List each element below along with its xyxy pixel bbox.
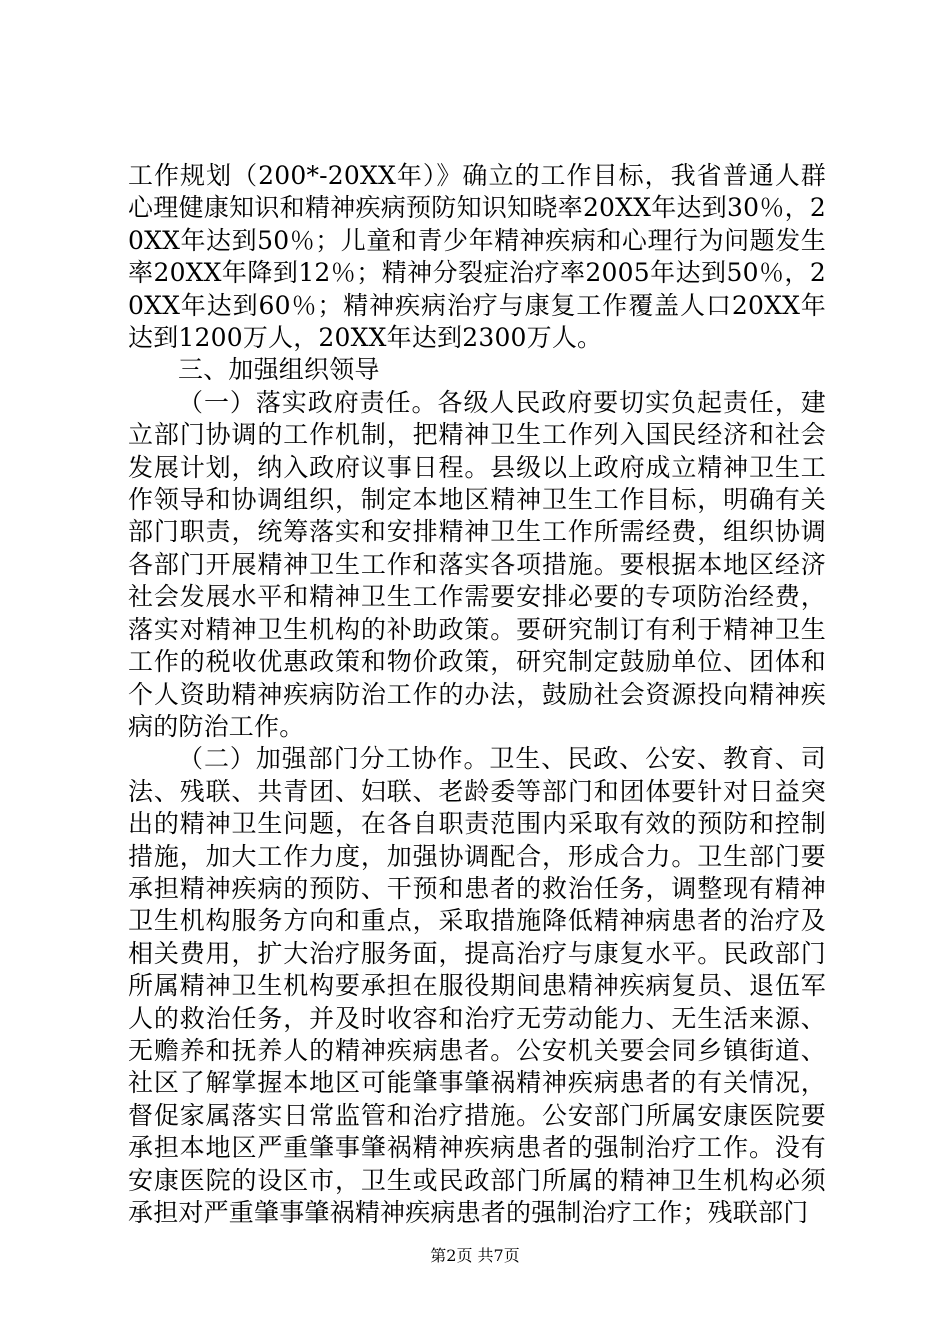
document-body (128, 160, 826, 1229)
paragraph-government-responsibility: （一）落实政府责任。各级人民政府要切实负起责任，建立部门协调的工作机制，把精神卫生工作列入国民经济和社会发展计划，纳入政府议事日程。县级以上政府成立精神卫生工作领导和协调组织，制定本地区精神卫生工作目标，明确有关部门职责，统筹落实和安排精神卫生工作所需经费，组织协调各部门开展精神卫生工作和落实各项措施。要根据本地区经济社会发展水平和精神卫生工作需要安排必要的专项防治经费，落实对精神卫生机构的补助政策。要研究制订有利于精神卫生工作的税收优惠政策和物价政策，研究制定鼓励单位、团体和个人资助精神疾病防治工作的办法，鼓励社会资源投向精神疾病的防治工作。 (128, 387, 826, 741)
paragraph-department-cooperation: （二）加强部门分工协作。卫生、民政、公安、教育、司法、残联、共青团、妇联、老龄委等部门和团体要针对日益突出的精神卫生问题，在各自职责范围内采取有效的预防和控制措施，加大工作力度，加强协调配合，形成合力。卫生部门要承担精神疾病的预防、干预和患者的救治任务，调整现有精神卫生机构服务方向和重点，采取措施降低精神病患者的治疗及相关费用，扩大治疗服务面，提高治疗与康复水平。民政部门所属精神卫生机构要承担在服役期间患精神疾病复员、退伍军人的救治任务，并及时收容和治疗无劳动能力、无生活来源、无赡养和抚养人的精神疾病患者。公安机关要会同乡镇街道、社区了解掌握本地区可能肇事肇祸精神疾病患者的有关情况，督促家属落实日常监管和治疗措施。公安部门所属安康医院要承担本地区严重肇事肇祸精神疾病患者的强制治疗工作。没有安康医院的设区市，卫生或民政部门所属的精神卫生机构必须承担对严重肇事肇祸精神疾病患者的强制治疗工作；残联部门 (128, 744, 826, 1227)
section-heading-organization: 三、加强组织领导 (178, 355, 380, 385)
page-number-footer: 第2页 共7页 (430, 1246, 520, 1265)
paragraph-goals-continuation: 工作规划（200*-20XX年）》确立的工作目标，我省普通人群心理健康知识和精神疾病预防知识知晓率20XX年达到30％，20XX年达到50％；儿童和青少年精神疾病和心理行为问题发生率20XX年降到12％；精神分裂症治疗率2005年达到50％，20XX年达到60％；精神疾病治疗与康复工作覆盖人口20XX年达到1200万人，20XX年达到2300万人。 (128, 161, 826, 353)
